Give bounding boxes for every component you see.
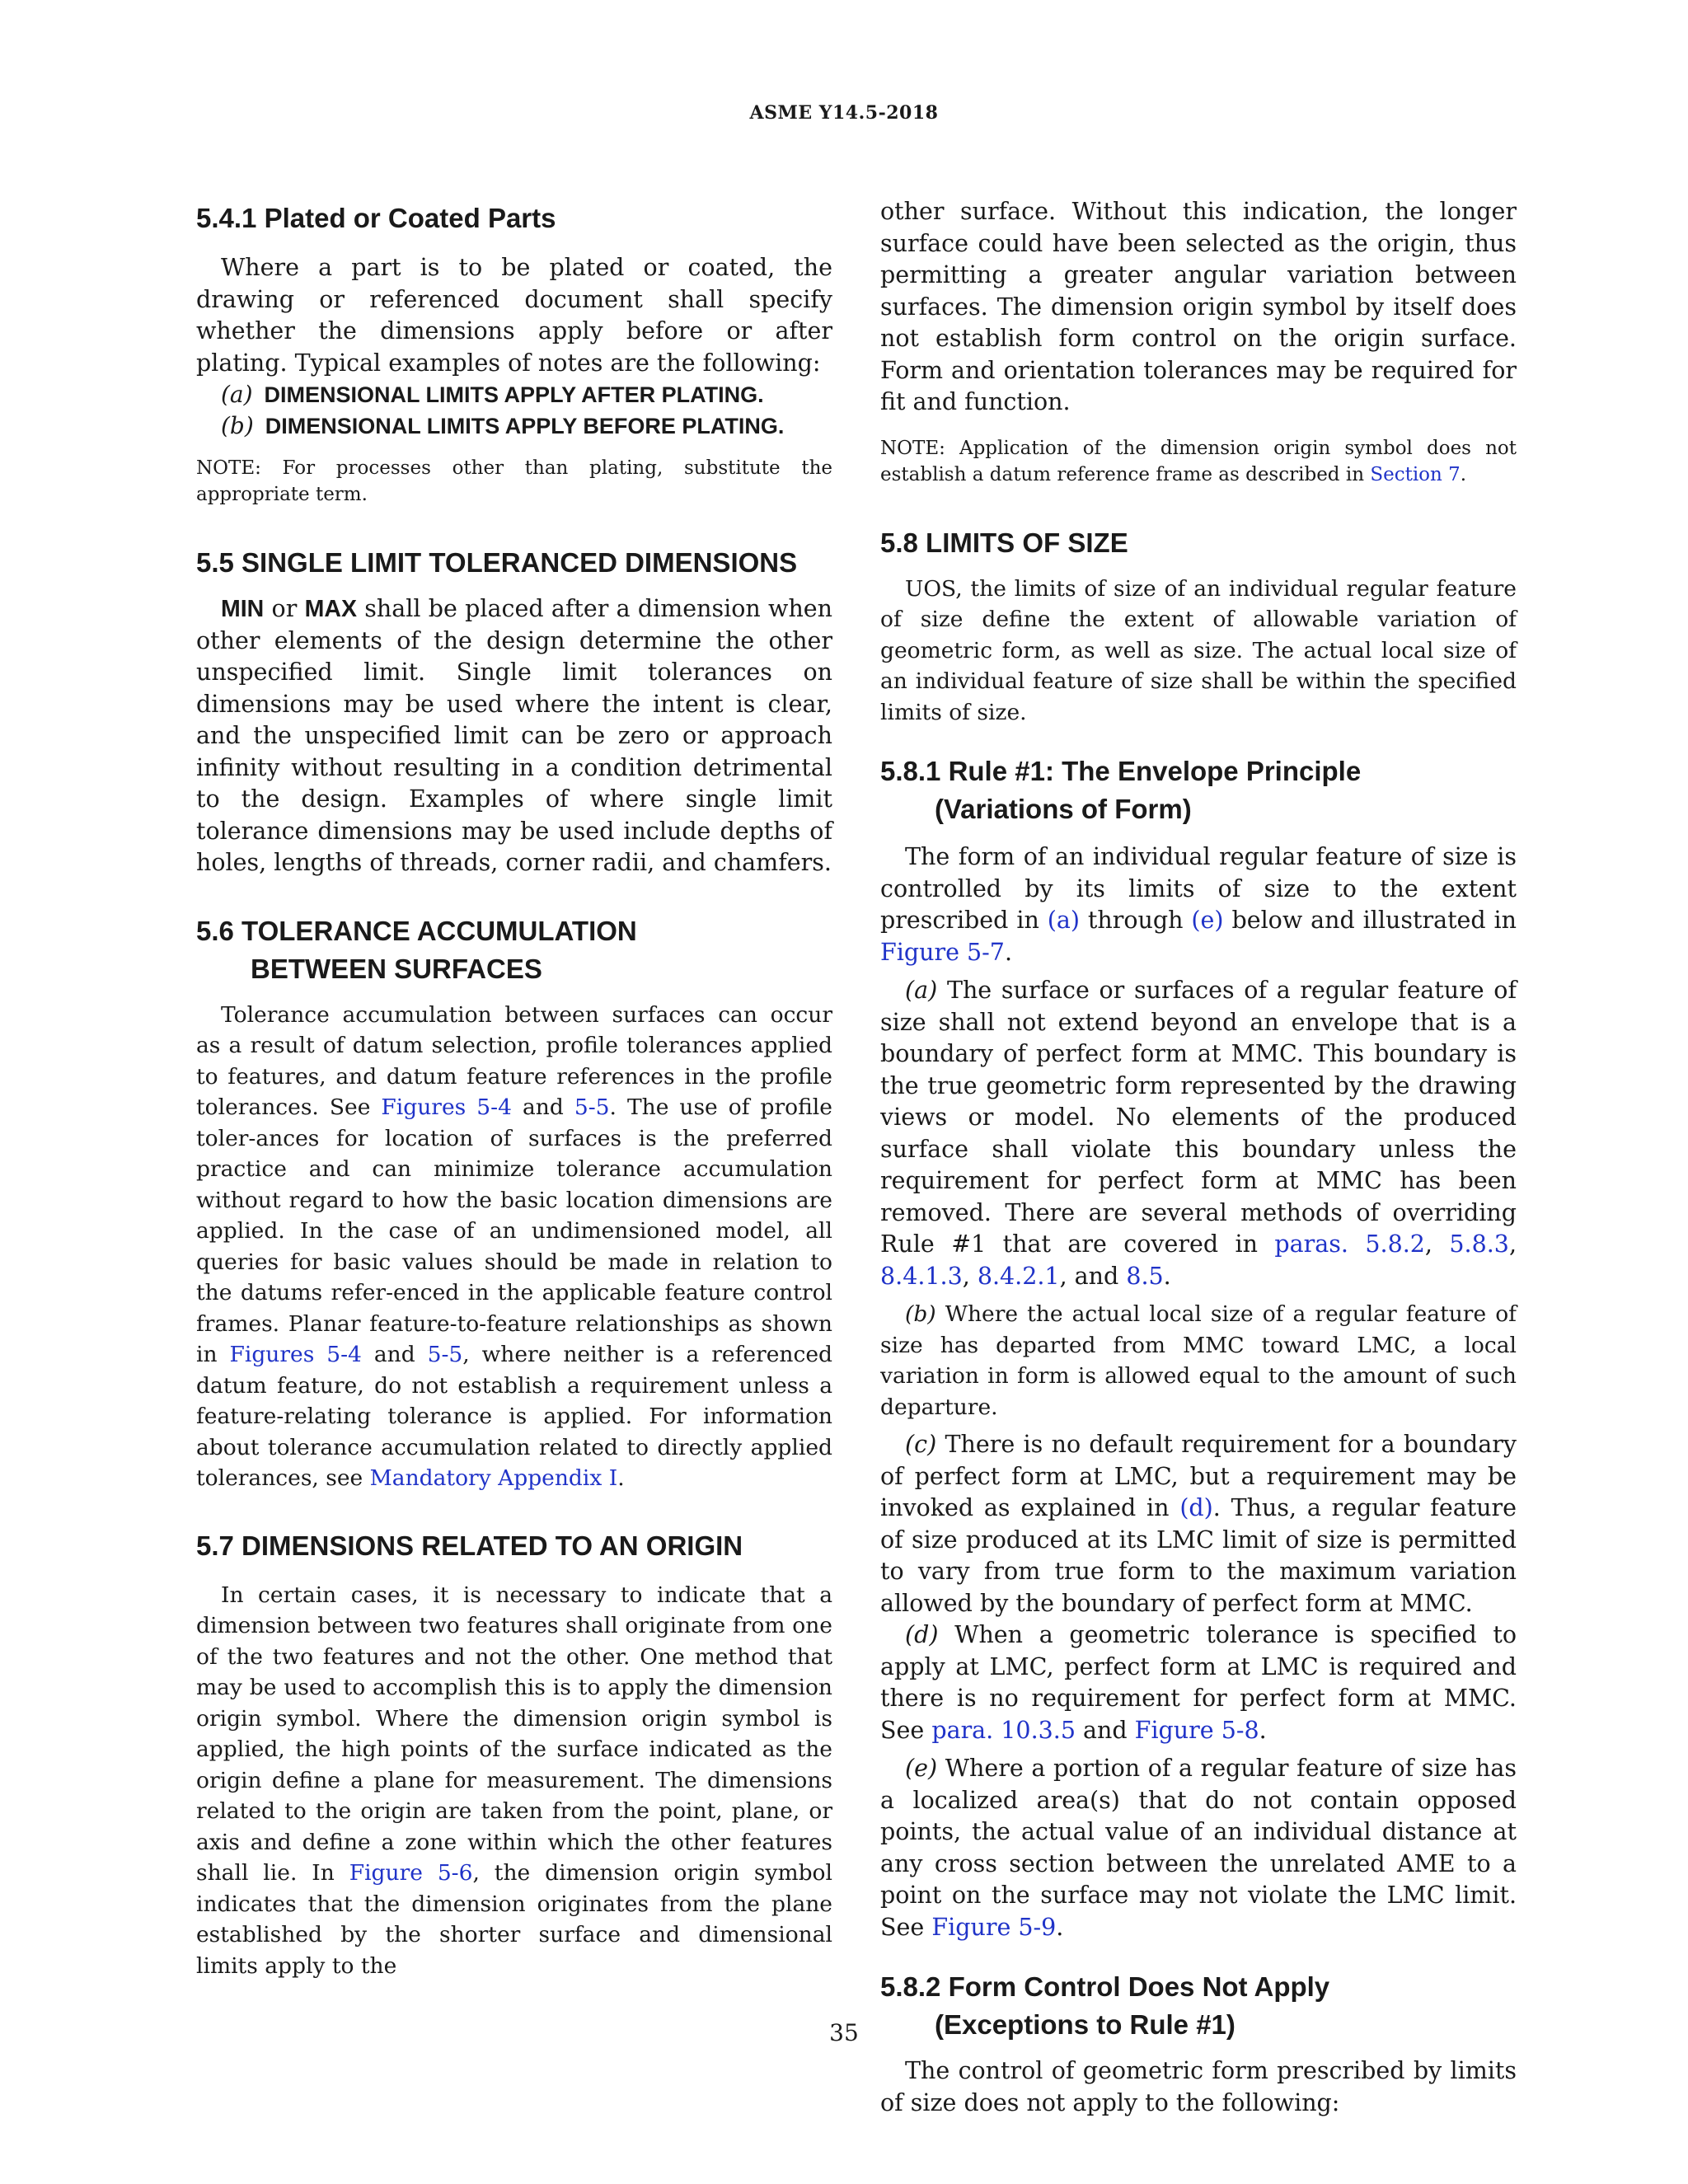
comma-1: , <box>1424 1230 1432 1258</box>
para-5-6-text-2: . The use of profile toler-ances for location of surfaces is the preferred practice and can minimize tolerance accumulation without regard to how the basic location dimensions are applied. In the case of an undimensioned model, all queries for basic values should be made in relation to the datums refer-enced in the applicable feature control frames. Planar feature-to-feature relationships as shown in <box>196 1094 832 1367</box>
link-item-d[interactable]: (d) <box>1179 1494 1213 1521</box>
heading-5-7: 5.7 DIMENSIONS RELATED TO AN ORIGIN <box>196 1530 743 1561</box>
note-5-4-1: NOTE: For processes other than plating, substitute the appropriate term. <box>196 457 832 505</box>
heading-5-8: 5.8 LIMITS OF SIZE <box>880 527 1128 558</box>
link-para-5-8-3[interactable]: 5.8.3 <box>1449 1230 1509 1258</box>
link-para-8-4-2-1[interactable]: 8.4.2.1 <box>977 1262 1060 1290</box>
item-5-8-1-d <box>880 1619 1517 1746</box>
item-c-text-2: . Thus, a regular feature of size produced at its LMC limit of size is permitted to vary from true form to the maximum variation allowed by the boundary of perfect form at MMC. <box>880 1494 1517 1617</box>
and-text-4: and <box>1083 1716 1128 1744</box>
para-5-8-1-end: . <box>1004 938 1012 966</box>
para-5-8-1-text-2: below and illustrated in <box>1231 907 1517 934</box>
para-5-6-text-3: , where neither is a referenced datum feature, do not establish a requirement unless a feature-relating tolerance is applied. For information about tolerance accumulation related to directly applied tolerances, see <box>196 1342 832 1491</box>
link-para-8-5[interactable]: 8.5 <box>1126 1262 1164 1290</box>
note-5-7 <box>880 435 1517 488</box>
link-figure-5-6[interactable]: Figure 5-6 <box>349 1860 473 1886</box>
heading-5-4-1: 5.4.1 Plated or Coated Parts <box>196 203 556 233</box>
link-item-e[interactable]: (e) <box>1191 907 1224 934</box>
link-figures-5-4-b[interactable]: Figures 5-4 <box>229 1342 362 1367</box>
right-column <box>880 196 1517 2119</box>
item-c-text-1: There is no default requirement for a boundary of perfect form at LMC, but a requirement may be invoked as explained in <box>880 1431 1517 1521</box>
running-header: ASME Y14.5-2018 <box>749 102 939 124</box>
and-text-2: and <box>373 1342 415 1367</box>
link-para-5-8-2[interactable]: paras. 5.8.2 <box>1274 1230 1425 1258</box>
and-text-3: , and <box>1059 1262 1119 1290</box>
link-item-a[interactable]: (a) <box>1047 907 1080 934</box>
para-5-7-text-1: In certain cases, it is necessary to indicate that a dimension between two features shall originate from one of the two features and not the other. One method that may be used to accomplish this is to apply the dimension origin symbol. Where the dimension origin symbol is applied, the high points of the surface indicated as the origin define a plane for measurement. The dimensions related to the origin are taken from the point, plane, or axis and define a zone within which the other features shall lie. In <box>196 1582 832 1886</box>
item-d-text: When a geometric tolerance is specified to apply at LMC, perfect form at LMC is required and there is no requirement for perfect form at MMC. See <box>880 1621 1517 1744</box>
link-para-8-4-1-3[interactable]: 8.4.1.3 <box>880 1262 963 1290</box>
item-5-8-1-b <box>880 1299 1517 1422</box>
kw-max: MAX <box>304 596 357 622</box>
heading-5-6 <box>196 912 832 988</box>
item-label-5-8-1-e: (e) <box>905 1755 938 1782</box>
item-label-5-8-1-a: (a) <box>905 977 938 1004</box>
kw-min: MIN <box>221 596 265 622</box>
item-label-5-8-1-c: (c) <box>905 1431 937 1458</box>
para-5-4-1: Where a part is to be plated or coated, the drawing or referenced document shall specify whether the dimensions apply before or after plating. Typical examples of notes are the following: <box>196 254 832 377</box>
para-5-6-text-4: . <box>617 1465 625 1491</box>
para-5-8-1-text-1: The form of an individual regular feature of size is controlled by its limits of size to the extent prescribed in <box>880 843 1517 934</box>
para-5-6-text-1: Tolerance accumulation between surfaces can occur as a result of datum selection, profile tolerances applied to features, and datum feature references in the profile tolerances. See <box>196 1001 832 1120</box>
link-section-7[interactable]: Section 7 <box>1370 463 1461 485</box>
para-5-6 <box>196 1000 832 1494</box>
heading-5-6-line1: 5.6 TOLERANCE ACCUMULATION <box>196 915 637 946</box>
heading-5-8-2-line1: 5.8.2 Form Control Does Not Apply <box>880 1971 1330 2002</box>
item-label-b: (b) <box>221 412 254 439</box>
item-5-8-1-a <box>880 975 1517 1292</box>
para-5-7 <box>196 1580 832 1982</box>
item-5-8-1-e <box>880 1753 1517 1943</box>
and-text-1: and <box>522 1094 564 1120</box>
link-figure-5-8[interactable]: Figure 5-8 <box>1134 1716 1259 1744</box>
link-figure-5-9[interactable]: Figure 5-9 <box>931 1913 1057 1941</box>
para-5-8-1 <box>880 841 1517 968</box>
para-5-7-cont: other surface. Without this indication, the longer surface could have been selected as the origin, thus permitting a greater angular variation between surfaces. The dimension origin symbol by itself does not establish form control on the origin surface. Form and orientation tolerances may be required for fit and function. <box>880 198 1517 415</box>
note-5-7-end: . <box>1460 463 1467 485</box>
item-label-5-8-1-d: (d) <box>905 1621 939 1648</box>
link-figure-5-5-b[interactable]: 5-5 <box>427 1342 463 1367</box>
list-item-b <box>196 410 832 442</box>
note-before-plating: DIMENSIONAL LIMITS APPLY BEFORE PLATING. <box>265 414 785 438</box>
item-a-text: The surface or surfaces of a regular feature of size shall not extend beyond an envelope that is a boundary of perfect form at MMC. This boundary is the true geometric form represented by the drawing views or model. No elements of the produced surface shall violate this boundary unless the requirement for perfect form at MMC has been removed. There are several methods of overriding Rule #1 that are covered in <box>880 977 1517 1258</box>
through-text: through <box>1087 907 1184 934</box>
link-para-10-3-5[interactable]: para. 10.3.5 <box>931 1716 1076 1744</box>
heading-5-5: 5.5 SINGLE LIMIT TOLERANCED DIMENSIONS <box>196 547 798 578</box>
heading-5-8-1 <box>880 752 1517 828</box>
para-5-8: UOS, the limits of size of an individual regular feature of size define the extent of allowable variation of geometric form, as well as size. The actual local size of an individual feature of size shall be within the specified limits of size. <box>880 575 1517 725</box>
link-mandatory-appendix-i[interactable]: Mandatory Appendix I <box>369 1465 618 1491</box>
note-after-plating: DIMENSIONAL LIMITS APPLY AFTER PLATING. <box>264 382 764 407</box>
heading-5-6-line2: BETWEEN SURFACES <box>251 953 542 984</box>
heading-5-8-1-line2: (Variations of Form) <box>935 794 1192 824</box>
heading-5-8-1-line1: 5.8.1 Rule #1: The Envelope Principle <box>880 756 1362 786</box>
link-figure-5-5[interactable]: 5-5 <box>574 1094 610 1120</box>
page-number: 35 <box>829 2019 859 2046</box>
or-text: or <box>271 595 298 622</box>
para-5-5 <box>196 593 832 879</box>
heading-5-8-2-line2: (Exceptions to Rule #1) <box>935 2009 1236 2040</box>
list-item-a <box>196 379 832 410</box>
item-e-end: . <box>1056 1913 1064 1941</box>
para-5-5-body: shall be placed after a dimension when other elements of the design determine the other unspecified limit. Single limit tolerances on dimensions may be used where the intent is clear, and the unspecified limit can be zero or approach infinity without resulting in a condition detrimental to the design. Examples of where single limit tolerance dimensions may be used include depths of holes, lengths of threads, corner radii, and chamfers. <box>196 595 833 876</box>
item-e-text: Where a portion of a regular feature of size has a localized area(s) that do not contain opposed points, the actual value of an individual distance at any cross section between the unrelated AME to a point on the surface may not violate the LMC limit. See <box>880 1755 1517 1941</box>
note-5-7-text: NOTE: Application of the dimension origin symbol does not establish a datum reference frame as described in <box>880 437 1517 485</box>
para-5-8-2: The control of geometric form prescribed by limits of size does not apply to the following: <box>880 2057 1517 2116</box>
item-d-end: . <box>1259 1716 1267 1744</box>
link-figure-5-7[interactable]: Figure 5-7 <box>880 938 1005 966</box>
left-column <box>196 196 832 1981</box>
para-5-7-text-2: , the dimension origin symbol indicates that the dimension originates from the plane established by the shorter surface and dimensional limits apply to the <box>196 1860 832 1979</box>
item-a-end: . <box>1163 1262 1171 1290</box>
comma-2: , <box>1508 1230 1517 1258</box>
link-figures-5-4[interactable]: Figures 5-4 <box>381 1094 512 1120</box>
item-label-5-8-1-b: (b) <box>905 1301 936 1327</box>
item-label-a: (a) <box>221 381 253 408</box>
comma-3: , <box>962 1262 970 1290</box>
item-5-8-1-c <box>880 1429 1517 1619</box>
item-b-text: Where the actual local size of a regular feature of size has departed from MMC toward LMC, a local variation in form is allowed equal to the amount of such departure. <box>880 1301 1517 1420</box>
